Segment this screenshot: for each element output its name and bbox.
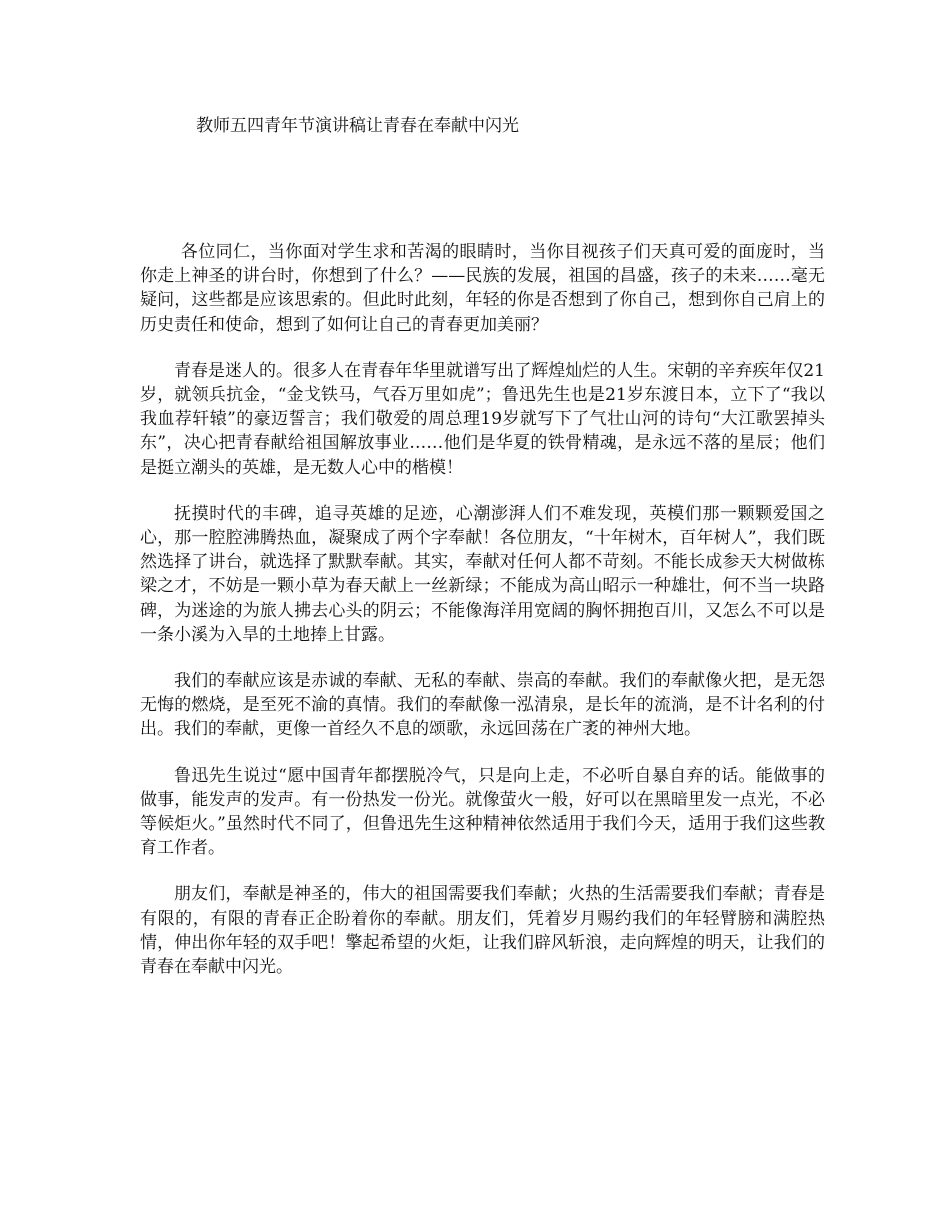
paragraph-5: 鲁迅先生说过“愿中国青年都摆脱冷气，只是向上走，不必听自暴自弃的话。能做事的做事，能发声的发声。有一份热发一份光。就像萤火一般，好可以在黑暗里发一点光，不必等候炬火。”虽然时代不同了，但鲁迅先生这种精神依然适用于我们今天，适用于我们这些教育工作者。: [140, 765, 825, 859]
paragraph-3: 抚摸时代的丰碑，追寻英雄的足迹，心潮澎湃人们不难发现，英模们那一颗颗爱国之心，那一腔腔沸腾热血，凝聚成了两个字奉献！各位朋友，“十年树木，百年树人”，我们既然选择了讲台，就选择了默默奉献。其实，奉献对任何人都不苛刻。不能长成参天大树做栋梁之才，不妨是一颗小草为春天献上一丝新绿；不能成为高山昭示一种雄壮，何不当一块路碑，为迷途的为旅人拂去心头的阴云；不能像海洋用宽阔的胸怀拥抱百川，又怎么不可以是一条小溪为入旱的土地捧上甘露。: [140, 503, 825, 645]
paragraph-4: 我们的奉献应该是赤诚的奉献、无私的奉献、崇高的奉献。我们的奉献像火把，是无怨无悔的燃烧，是至死不渝的真情。我们的奉献像一泓清泉，是长年的流淌，是不计名利的付出。我们的奉献，更像一首经久不息的颂歌，永远回荡在广袤的神州大地。: [140, 671, 825, 740]
document-body: [140, 240, 825, 1001]
paragraph-6: 朋友们，奉献是神圣的，伟大的祖国需要我们奉献；火热的生活需要我们奉献；青春是有限的，有限的青春正企盼着你的奉献。朋友们，凭着岁月赐约我们的年轻臂膀和满腔热情，伸出你年轻的双手吧！擎起希望的火炬，让我们辟风斩浪，走向辉煌的明天，让我们的青春在奉献中闪光。: [140, 884, 825, 978]
document-title: 教师五四青年节演讲稿让青春在奉献中闪光: [196, 116, 519, 136]
paragraph-2: 青春是迷人的。很多人在青春年华里就谱写出了辉煌灿烂的人生。宋朝的辛弃疾年仅21岁，就领兵抗金，“金戈铁马，气吞万里如虎”；鲁迅先生也是21岁东渡日本，立下了“我以我血荐轩辕”的豪迈誓言；我们敬爱的周总理19岁就写下了气壮山河的诗句“大江歌罢掉头东”，决心把青春献给祖国解放事业……他们是华夏的铁骨精魂，是永远不落的星辰；他们是挺立潮头的英雄，是无数人心中的楷模！: [140, 360, 825, 478]
paragraph-1: 各位同仁，当你面对学生求和苦渴的眼睛时，当你目视孩子们天真可爱的面庞时，当你走上神圣的讲台时，你想到了什么？——民族的发展，祖国的昌盛，孩子的未来……毫无疑问，这些都是应该思索的。但此时此刻，年轻的你是否想到了你自己，想到你自己肩上的历史责任和使命，想到了如何让自己的青春更加美丽？: [140, 242, 825, 335]
